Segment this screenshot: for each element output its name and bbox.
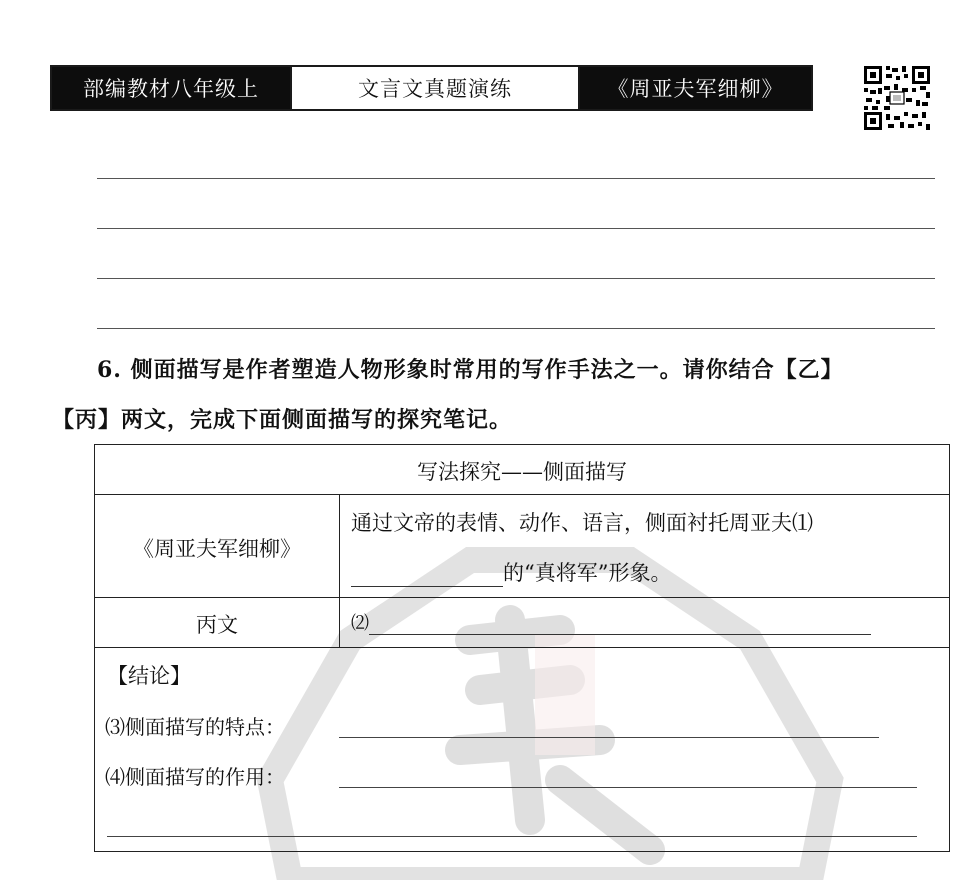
row2-label: 丙文 (196, 613, 238, 637)
header-band (50, 65, 813, 111)
header-grade: 部编教材八年级上 (52, 67, 290, 109)
answer-line[interactable] (339, 787, 917, 788)
header-section: 文言文真题演练 (290, 67, 580, 109)
notes-table (94, 444, 950, 852)
row2-item: ⑵ (351, 609, 871, 635)
item-4-label: ⑷侧面描写的作用： (105, 765, 285, 789)
column-divider (339, 495, 340, 648)
answer-line[interactable] (97, 328, 935, 329)
item-3-label: ⑶侧面描写的特点： (105, 715, 285, 739)
answer-line[interactable] (97, 178, 935, 179)
blank-1[interactable] (351, 564, 503, 587)
question-line-2: 【丙】两文，完成下面侧面描写的探究笔记。 (52, 407, 513, 433)
row1-text: 通过文帝的表情、动作、语言，侧面衬托周亚夫⑴ (351, 511, 813, 535)
answer-line[interactable] (339, 737, 879, 738)
answer-line[interactable] (97, 278, 935, 279)
table-row (95, 495, 949, 598)
table-row (95, 598, 949, 648)
answer-line[interactable] (107, 836, 917, 837)
qr-code-icon (862, 64, 932, 132)
table-title-row (95, 445, 949, 495)
answer-line[interactable] (97, 228, 935, 229)
conclusion-label: 【结论】 (107, 664, 191, 688)
blank-2[interactable] (369, 612, 871, 635)
table-title: 写法探究——侧面描写 (417, 460, 627, 484)
row1-text-2: 的“真将军”形象。 (351, 557, 671, 587)
question-line-1: 6. 侧面描写是作者塑造人物形象时常用的写作手法之一。请你结合【乙】 (97, 357, 844, 383)
row1-label: 《周亚夫军细柳》 (133, 537, 301, 561)
header-lesson: 《周亚夫军细柳》 (580, 67, 811, 109)
